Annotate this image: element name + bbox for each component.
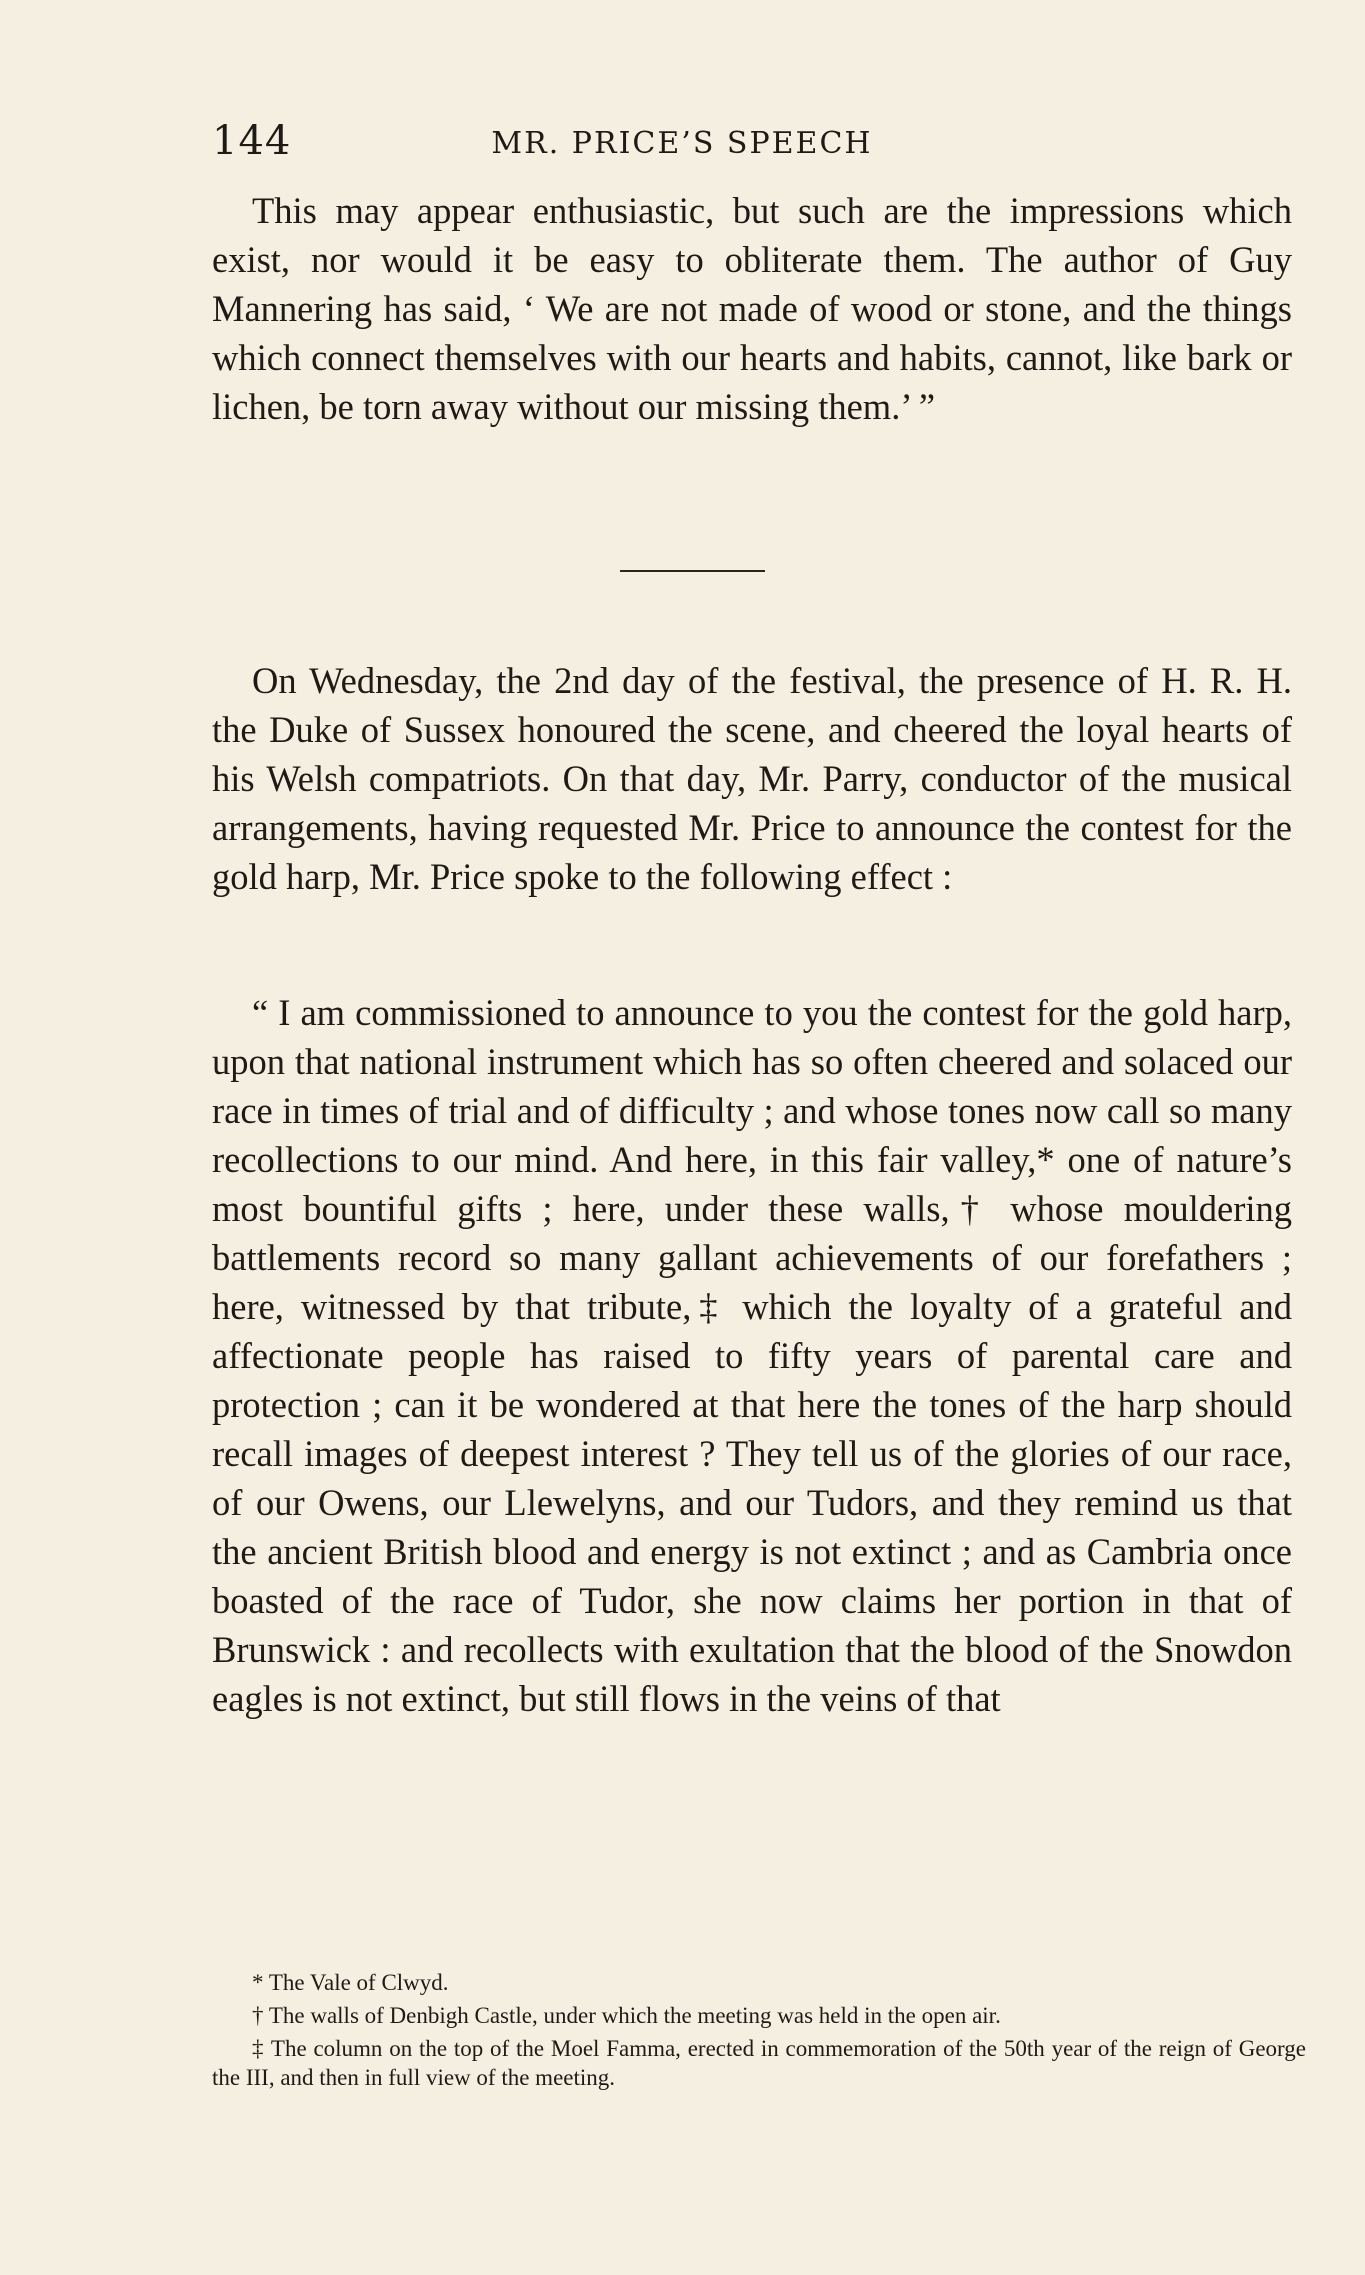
footnote-2: † The walls of Denbigh Castle, under which the meeting was held in the open air.	[252, 2003, 1001, 2028]
paragraph-text: “ I am commissioned to announce to you the contest for the gold harp, upon that national instrument which has so often cheered and solaced our race in times of trial and of difficulty ; and whose tones now call so many recollections to our mind. And here, in this fair valley,* one of nature’s most bountiful gifts ; here, under these walls,† whose mouldering battlements record so many gallant achievements of our forefathers ; here, witnessed by that tribute,‡ which the loyalty of a grateful and affectionate people has raised to fifty years of parental care and protection ; can it be wondered at that here the tones of the harp should recall images of deepest interest ? They tell us of the glories of our race, of our Owens, our Llewelyns, and our Tudors, and they remind us that the ancient British blood and energy is not extinct ; and as Cambria once boasted of the race of Tudor, she now claims her portion in that of Brunswick : and recollects with exultation that the blood of the Snowdon eagles is not extinct, but still flows in the veins of that	[212, 992, 1292, 1719]
footnote-1: * The Vale of Clwyd.	[252, 1970, 449, 1995]
page-number: 144	[212, 118, 292, 164]
footnote-3: ‡ The column on the top of the Moel Famma, erected in commemoration of the 50th year of the reign of George the III, and then in full view of the meeting.	[212, 2036, 1306, 2090]
page-header	[212, 118, 1292, 168]
paragraph-quote-ending	[212, 186, 1292, 431]
paragraph-festival-narrative	[212, 656, 1292, 901]
paragraph-text: This may appear enthusiastic, but such are the impressions which exist, nor would it be easy to obliterate them. The author of Guy Mannering has said, ‘ We are not made of wood or stone, and the things which connect themselves with our hearts and habits, cannot, like bark or lichen, be torn away without our missing them.’ ”	[212, 190, 1292, 427]
running-head: MR. PRICE’S SPEECH	[491, 126, 873, 161]
section-divider	[620, 570, 765, 572]
paragraph-text: On Wednesday, the 2nd day of the festival, the presence of H. R. H. the Duke of Sussex honoured the scene, and cheered the loyal hearts of his Welsh compatriots. On that day, Mr. Parry, conductor of the musical arrangements, having requested Mr. Price to announce the contest for the gold harp, Mr. Price spoke to the following effect :	[212, 660, 1292, 897]
paragraph-speech	[212, 988, 1292, 1723]
footnotes	[212, 1968, 1306, 2096]
